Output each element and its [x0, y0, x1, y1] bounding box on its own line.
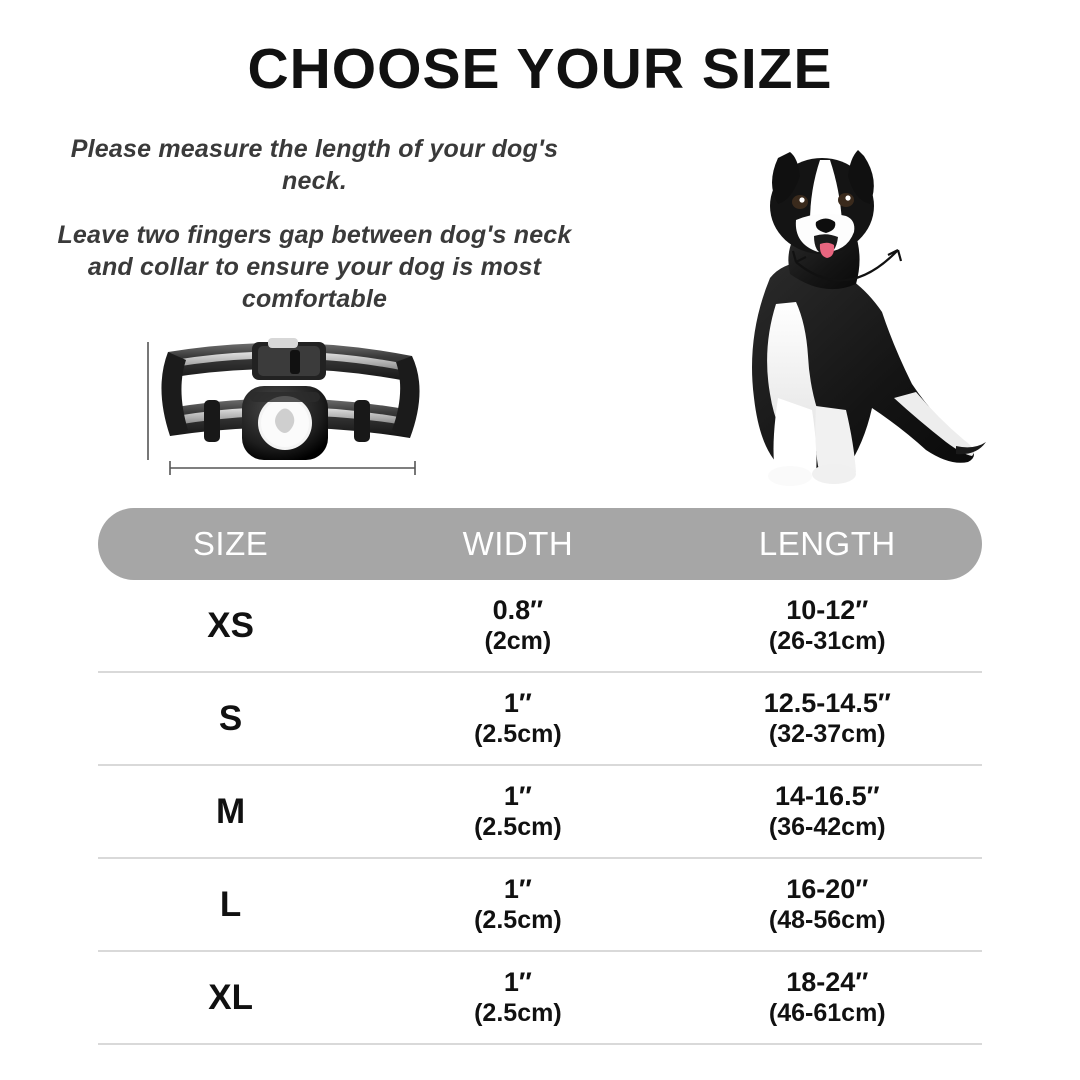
- column-header-size: SIZE: [192, 525, 269, 562]
- cell-width-cm: (2cm): [484, 626, 552, 655]
- page-title: CHOOSE YOUR SIZE: [247, 37, 833, 101]
- cell-length-inches: 14-16.5″: [775, 781, 880, 812]
- table-row: [98, 859, 982, 952]
- cell-length: [673, 781, 982, 842]
- table-row: [98, 766, 982, 859]
- cell-size: XL: [208, 977, 253, 1017]
- cell-length: [673, 595, 982, 656]
- cell-size: M: [216, 791, 246, 831]
- cell-width: [363, 688, 672, 749]
- cell-length: [673, 967, 982, 1028]
- column-header-length: LENGTH: [758, 525, 896, 562]
- cell-length-inches: 10-12″: [786, 595, 869, 626]
- cell-length-inches: 12.5-14.5″: [763, 688, 891, 719]
- collar-product-image: [140, 330, 440, 500]
- cell-width-inches: 1″: [503, 688, 532, 719]
- cell-width: [363, 967, 672, 1028]
- dog-photo: [650, 98, 1000, 498]
- airtag-holder: [242, 386, 328, 460]
- cell-length-cm: (48-56cm): [768, 905, 886, 934]
- cell-length-inches: 16-20″: [786, 874, 869, 905]
- table-row: [98, 673, 982, 766]
- cell-width-cm: (2.5cm): [474, 905, 562, 934]
- cell-length-inches: 18-24″: [786, 967, 869, 998]
- cell-size: L: [219, 884, 242, 924]
- cell-width: [363, 874, 672, 935]
- cell-length-cm: (26-31cm): [768, 626, 886, 655]
- cell-length: [673, 688, 982, 749]
- cell-length: [673, 874, 982, 935]
- cell-width-inches: 0.8″: [492, 595, 544, 626]
- table-row: [98, 580, 982, 673]
- table-header-row: [98, 508, 982, 580]
- cell-width-cm: (2.5cm): [474, 812, 562, 841]
- cell-width-cm: (2.5cm): [474, 998, 562, 1027]
- instruction-line-2: Leave two fingers gap between dog's neck and collar to ensure your dog is most comfortable: [57, 221, 572, 313]
- cell-width-inches: 1″: [503, 967, 532, 998]
- column-header-width: WIDTH: [462, 525, 574, 562]
- collar-illustration-svg: [140, 330, 440, 500]
- cell-width: [363, 595, 672, 656]
- cell-length-cm: (46-61cm): [768, 998, 886, 1027]
- cell-length-cm: (36-42cm): [768, 812, 886, 841]
- cell-size: XS: [207, 605, 254, 645]
- instructions-block: [42, 133, 587, 315]
- instruction-line-1: Please measure the length of your dog's neck.: [70, 135, 559, 195]
- dog-illustration-svg: [650, 98, 1000, 498]
- table-row: [98, 952, 982, 1045]
- cell-size: S: [218, 698, 243, 738]
- size-table: [98, 508, 982, 1045]
- cell-width-inches: 1″: [503, 874, 532, 905]
- buckle: [252, 338, 326, 380]
- cell-length-cm: (32-37cm): [768, 719, 886, 748]
- cell-width: [363, 781, 672, 842]
- cell-width-inches: 1″: [503, 781, 532, 812]
- cell-width-cm: (2.5cm): [474, 719, 562, 748]
